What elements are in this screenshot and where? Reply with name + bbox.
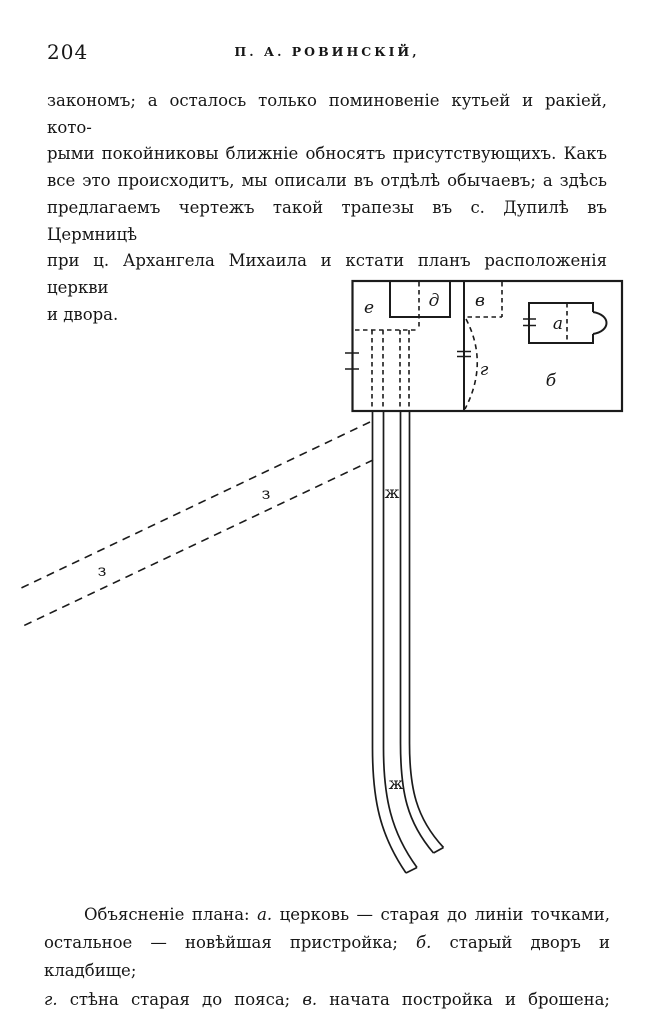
caption-ref-v: в. xyxy=(302,989,318,1009)
annex-d-outline xyxy=(390,282,450,317)
road-zh-line xyxy=(401,411,434,853)
label-g: г xyxy=(479,360,489,380)
label-b: б xyxy=(545,371,557,391)
plan-caption xyxy=(44,901,610,1014)
wall-arc-g xyxy=(465,319,477,409)
body-line: рыми покойниковы ближніе обносятъ присутствующихъ. Какъ xyxy=(47,144,607,164)
road-zh-line xyxy=(410,411,444,848)
body-line: и двора. xyxy=(47,304,119,324)
trail-z-lower-dashed xyxy=(21,460,373,627)
label-z-left: з xyxy=(97,561,107,580)
church-apse xyxy=(593,312,607,334)
caption-text: стѣна старая до пояса; xyxy=(57,989,303,1009)
body-line: закономъ; а осталось только поминовеніе кутьей и ракіей, кото- xyxy=(47,91,607,137)
page-number: 204 xyxy=(47,40,89,64)
caption-text: старый дворъ и кладбище; xyxy=(44,933,610,981)
body-line: предлагаемъ чертежъ такой трапезы въ с. Дупилѣ въ Цермницѣ xyxy=(47,197,607,244)
label-d: д xyxy=(428,291,440,311)
label-z-right: з xyxy=(261,484,271,503)
caption-ref-a: а. xyxy=(257,905,273,924)
caption-text: Объясненіе плана: xyxy=(84,905,258,924)
courtyard-dashed-road xyxy=(372,330,409,411)
trail-z-upper-dashed xyxy=(17,422,370,590)
caption-ref-b: б. xyxy=(416,933,432,953)
caption-line xyxy=(44,986,610,1014)
label-v: в xyxy=(475,291,485,311)
church-plan-diagram xyxy=(0,270,650,890)
running-head: П. А. РОВИНСКІЙ, xyxy=(234,44,420,59)
body-line: при ц. Архангела Михаила и кстати планъ расположенія церкви xyxy=(47,251,607,297)
caption-text: начата постройка и брошена; xyxy=(317,989,610,1009)
body-line: все это происходитъ, мы описали въ отдѣлѣ обычаевъ; а здѣсь xyxy=(47,171,607,191)
caption-ref-g: г. xyxy=(44,989,58,1009)
label-zh-lower: ж xyxy=(388,774,404,793)
caption-line xyxy=(44,901,610,929)
caption-line xyxy=(44,929,610,985)
courtyard-outline xyxy=(353,281,623,411)
page-header xyxy=(47,40,607,66)
label-e: е xyxy=(363,298,375,318)
caption-text: церковь — старая до линіи точками, xyxy=(272,905,610,924)
label-a: а xyxy=(552,314,564,334)
label-zh-upper: ж xyxy=(384,483,400,502)
caption-text: остальное — новѣйшая пристройка; xyxy=(44,933,417,953)
